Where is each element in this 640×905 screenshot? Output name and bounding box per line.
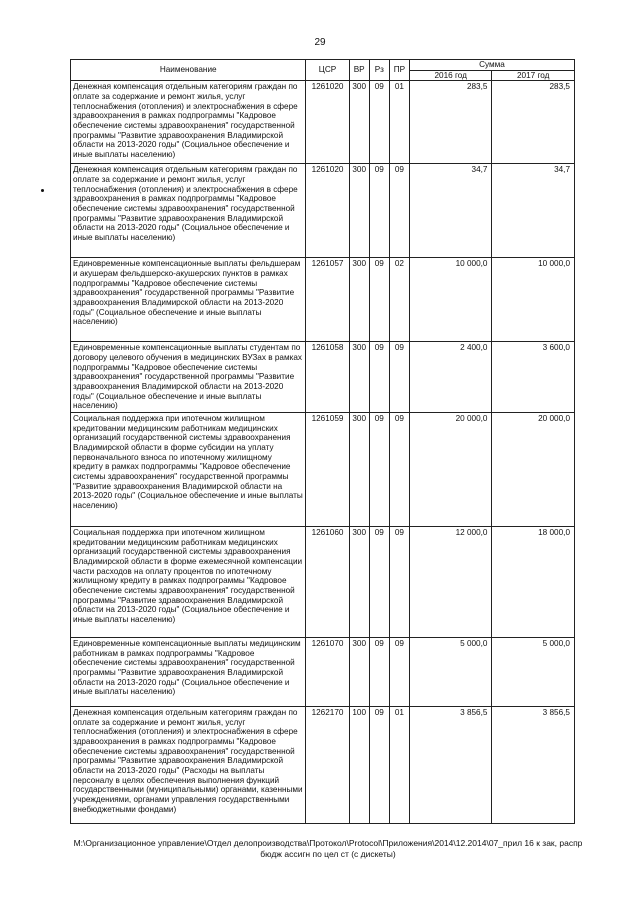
- row-vr: 300: [349, 81, 369, 164]
- row-amount-2017: 5 000,0: [492, 638, 575, 707]
- row-vr: 300: [349, 638, 369, 707]
- row-rz: 09: [369, 342, 389, 413]
- table-row: [71, 527, 575, 638]
- header-vr: ВР: [349, 60, 369, 81]
- row-rz: 09: [369, 258, 389, 342]
- table-row: [71, 81, 575, 164]
- row-rz: 09: [369, 413, 389, 527]
- row-amount-2017: 283,5: [492, 81, 575, 164]
- row-amount-2016: 12 000,0: [409, 527, 491, 638]
- table-row: [71, 638, 575, 707]
- row-amount-2016: 20 000,0: [409, 413, 491, 527]
- row-csr: 1261020: [306, 164, 349, 258]
- row-name: Денежная компенсация отдельным категориям граждан по оплате за содержание и ремонт жилья, услуг теплоснабжения (отопления) и электроснабжения в сфере здравоохранения в рамках подпрограммы "Кадровое обеспечение системы здравоохранения" государственной программы "Развитие здравоохранения Владимирской области на 2013-2020 годы" (Расходы на выплаты персоналу в целях обеспечения выполнения функций государственными (муниципальными) органами, казенными учреждениями, органами управления государственными внебюджетными фондами): [71, 707, 306, 824]
- header-name: Наименование: [71, 60, 306, 81]
- row-amount-2016: 283,5: [409, 81, 491, 164]
- table-row: [71, 413, 575, 527]
- row-csr: 1261070: [306, 638, 349, 707]
- row-csr: 1262170: [306, 707, 349, 824]
- table-row: [71, 258, 575, 342]
- row-rz: 09: [369, 707, 389, 824]
- header-rz: Рз: [369, 60, 389, 81]
- row-vr: 300: [349, 527, 369, 638]
- row-rz: 09: [369, 81, 389, 164]
- row-csr: 1261059: [306, 413, 349, 527]
- row-name: Денежная компенсация отдельным категориям граждан по оплате за содержание и ремонт жилья, услуг теплоснабжения (отопления) и электроснабжения в сфере здравоохранения в рамках подпрограммы "Кадровое обеспечение системы здравоохранения" государственной программы "Развитие здравоохранения Владимирской области на 2013-2020 годы" (Социальное обеспечение и иные выплаты населению): [71, 81, 306, 164]
- table-row: [71, 707, 575, 824]
- row-amount-2016: 2 400,0: [409, 342, 491, 413]
- row-name: Денежная компенсация отдельным категориям граждан по оплате за содержание и ремонт жилья, услуг теплоснабжения (отопления) и электроснабжения в сфере здравоохранения в рамках подпрограммы "Кадровое обеспечение системы здравоохранения" государственной программы "Развитие здравоохранения Владимирской области на 2013-2020 годы" (Социальное обеспечение и иные выплаты населению): [71, 164, 306, 258]
- row-rz: 09: [369, 164, 389, 258]
- row-pr: 09: [389, 342, 409, 413]
- row-name: Единовременные компенсационные выплаты студентам по договору целевого обучения в медицинских ВУЗах в рамках подпрограммы "Кадровое обеспечение системы здравоохранения" государственной программы "Развитие здравоохранения Владимирской области на 2013-2020 годы" (Социальное обеспечение и иные выплаты населению): [71, 342, 306, 413]
- row-amount-2017: 10 000,0: [492, 258, 575, 342]
- row-pr: 02: [389, 258, 409, 342]
- row-name: Социальная поддержка при ипотечном жилищном кредитовании медицинским работникам медицинских организаций государственной системы здравоохранения Владимирской области в форме ежемесячной компенсации части расходов на оплату процентов по ипотечному жилищному кредиту в рамках подпрограммы "Кадровое обеспечение системы здравоохранения" государственной программы "Развитие здравоохранения Владимирской области на 2013-2020 годы" (Социальное обеспечение и иные выплаты населению): [71, 527, 306, 638]
- table-row: [71, 164, 575, 258]
- budget-table: [70, 59, 575, 824]
- row-csr: 1261058: [306, 342, 349, 413]
- row-amount-2016: 10 000,0: [409, 258, 491, 342]
- row-rz: 09: [369, 638, 389, 707]
- header-year-2016: 2016 год: [409, 70, 491, 81]
- row-csr: 1261057: [306, 258, 349, 342]
- row-amount-2016: 3 856,5: [409, 707, 491, 824]
- row-vr: 300: [349, 258, 369, 342]
- row-amount-2017: 34,7: [492, 164, 575, 258]
- header-year-2017: 2017 год: [492, 70, 575, 81]
- row-amount-2017: 3 856,5: [492, 707, 575, 824]
- row-pr: 09: [389, 164, 409, 258]
- page-number: 29: [314, 37, 326, 48]
- header-pr: ПР: [389, 60, 409, 81]
- header-sum: Сумма: [409, 60, 574, 71]
- row-csr: 1261060: [306, 527, 349, 638]
- row-vr: 100: [349, 707, 369, 824]
- row-name: Единовременные компенсационные выплаты фельдшерам и акушерам фельдшерско-акушерских пунктов в рамках подпрограммы "Кадровое обеспечение системы здравоохранения" государственной программы "Развитие здравоохранения Владимирской области на 2013-2020 годы" (Социальное обеспечение и иные выплаты населению): [71, 258, 306, 342]
- row-vr: 300: [349, 413, 369, 527]
- table-row: [71, 342, 575, 413]
- table-body: [71, 81, 575, 824]
- row-pr: 09: [389, 527, 409, 638]
- row-vr: 300: [349, 164, 369, 258]
- row-csr: 1261020: [306, 81, 349, 164]
- row-amount-2016: 5 000,0: [409, 638, 491, 707]
- row-amount-2017: 20 000,0: [492, 413, 575, 527]
- stray-dot: [41, 189, 44, 192]
- row-pr: 09: [389, 638, 409, 707]
- row-amount-2017: 3 600,0: [492, 342, 575, 413]
- row-amount-2017: 18 000,0: [492, 527, 575, 638]
- row-rz: 09: [369, 527, 389, 638]
- row-pr: 09: [389, 413, 409, 527]
- row-pr: 01: [389, 81, 409, 164]
- footer-file-path: M:\Организационное управление\Отдел делопроизводства\Протокол\Protocol\Приложения\2014\12.2014\07_прил 16 к зак, распр бюдж ассигн по цел ст (с дискеты): [73, 838, 583, 860]
- row-pr: 01: [389, 707, 409, 824]
- row-name: Единовременные компенсационные выплаты медицинским работникам в рамках подпрограммы "Кадровое обеспечение системы здравоохранения" государственной программы "Развитие здравоохранения Владимирской области на 2013-2020 годы" (Социальное обеспечение и иные выплаты населению): [71, 638, 306, 707]
- row-name: Социальная поддержка при ипотечном жилищном кредитовании медицинским работникам медицинских организаций государственной системы здравоохранения Владимирской области в форме субсидии на уплату первоначального взноса по ипотечному жилищному кредиту в рамках подпрограммы "Кадровое обеспечение системы здравоохранения" государственной программы "Развитие здравоохранения Владимирской области на 2013-2020 годы" (Социальное обеспечение и иные выплаты населению): [71, 413, 306, 527]
- row-amount-2016: 34,7: [409, 164, 491, 258]
- header-csr: ЦСР: [306, 60, 349, 81]
- row-vr: 300: [349, 342, 369, 413]
